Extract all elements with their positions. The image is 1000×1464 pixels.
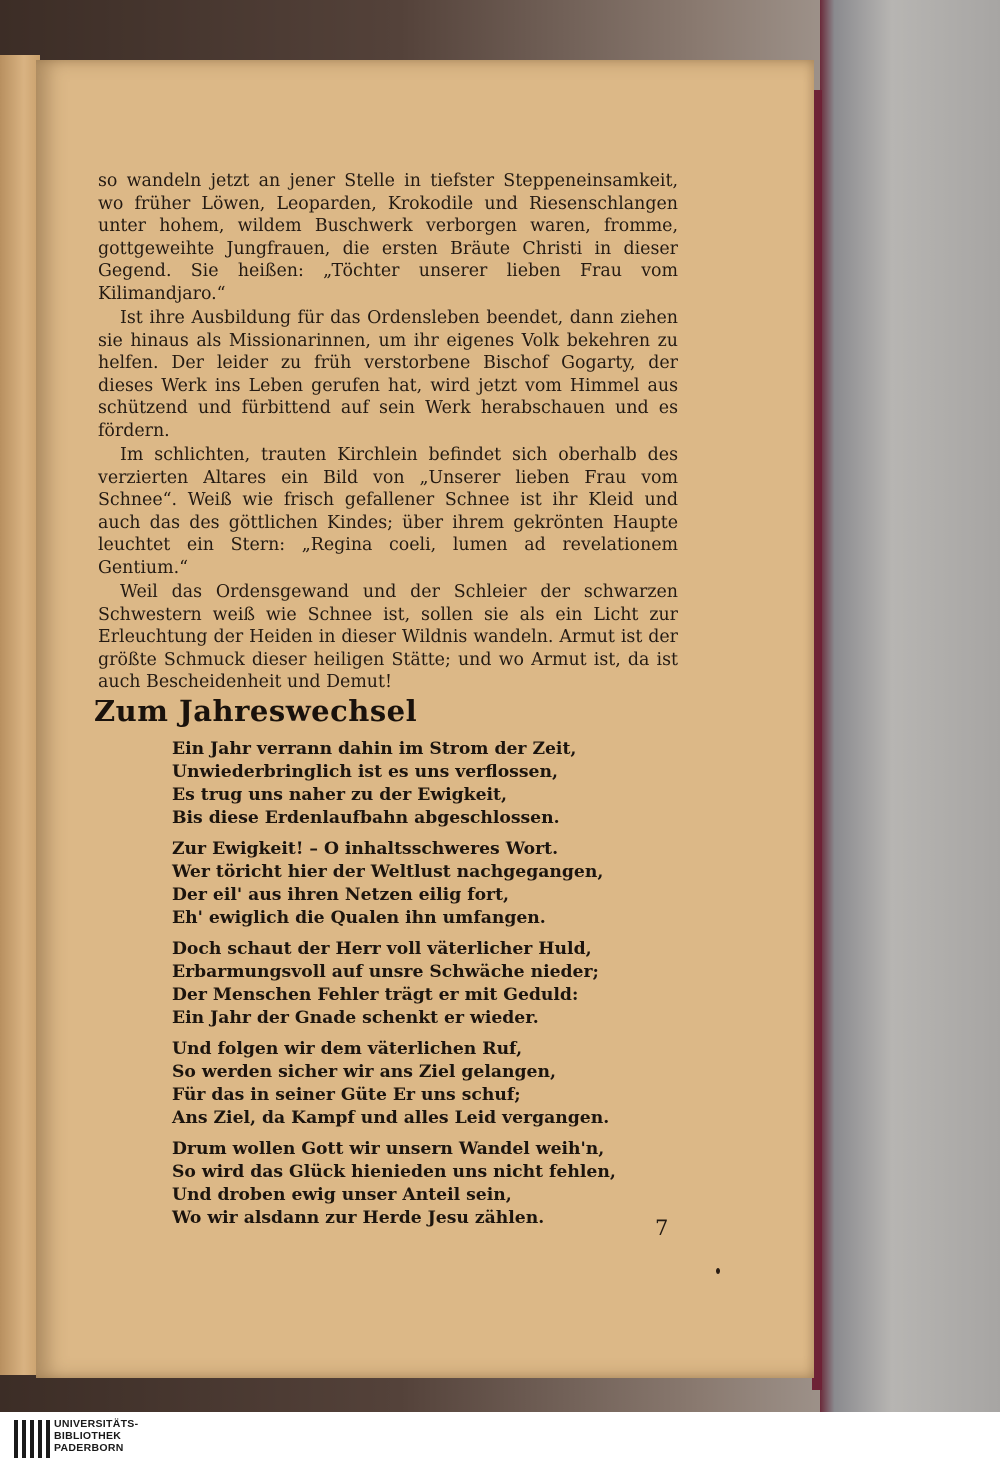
poem-stanza <box>172 1038 610 1130</box>
poem-title: Zum Jahreswechsel <box>94 694 418 728</box>
poem-line: Ein Jahr verrann dahin im Strom der Zeit, <box>172 739 577 759</box>
prose-text <box>98 170 678 696</box>
poem-line: Für das in seiner Güte Er uns schuf; <box>172 1085 521 1105</box>
poem-line: Eh' ewiglich die Qualen ihn umfangen. <box>172 908 546 928</box>
poem-line: Doch schaut der Herr voll väterlicher Huld, <box>172 939 592 959</box>
logo-line: BIBLIOTHEK <box>54 1430 122 1442</box>
poem-stanza <box>172 738 602 830</box>
paragraph: Ist ihre Ausbildung für das Ordensleben beendet, dann ziehen sie hinaus als Missionarinnen, um ihr eigenes Volk bekehren zu helfen. Der leider zu früh verstorbene Bischof Gogarty, der dieses Werk ins Leben gerufen hat, wird jetzt vom Himmel aus schützend und fürbittend auf sein Werk herabschauen und es fördern. <box>98 308 678 441</box>
left-page-edge <box>0 55 40 1375</box>
ink-speck <box>716 1268 720 1274</box>
poem-line: Ein Jahr der Gnade schenkt er wieder. <box>172 1008 539 1028</box>
poem-line: Der Menschen Fehler trägt er mit Geduld: <box>172 985 579 1005</box>
poem-line: So werden sicher wir ans Ziel gelangen, <box>172 1062 556 1082</box>
paragraph: so wandeln jetzt an jener Stelle in tiefster Steppeneinsamkeit, wo früher Löwen, Leoparden, Krokodile und Riesenschlangen unter hohem, wildem Buschwerk verborgen waren, fromme, gottgeweihte Jungfrauen, die ersten Bräute Christi in dieser Gegend. Sie heißen: „Töchter unserer lieben Frau vom Kilimandjaro.“ <box>98 171 678 304</box>
poem-stanza <box>172 938 602 1030</box>
library-logo-text <box>54 1418 138 1454</box>
logo-line: PADERBORN <box>54 1442 124 1454</box>
logo-line: UNIVERSITÄTS- <box>54 1418 139 1430</box>
poem-line: Und droben ewig unser Anteil sein, <box>172 1185 512 1205</box>
poem-line: Wo wir alsdann zur Herde Jesu zählen. <box>172 1208 545 1228</box>
poem-line: Drum wollen Gott wir unsern Wandel weih'n, <box>172 1139 605 1159</box>
book-cover-edge <box>820 0 1000 1412</box>
poem-line: Bis diese Erdenlaufbahn abgeschlossen. <box>172 808 560 828</box>
poem-line: Es trug uns naher zu der Ewigkeit, <box>172 785 507 805</box>
poem-line: Ans Ziel, da Kampf und alles Leid vergangen. <box>172 1108 610 1128</box>
poem-stanza <box>172 838 602 930</box>
poem-line: Erbarmungsvoll auf unsre Schwäche nieder; <box>172 962 599 982</box>
poem-line: Unwiederbringlich ist es uns verflossen, <box>172 762 558 782</box>
poem-line: So wird das Glück hienieden uns nicht fehlen, <box>172 1162 616 1182</box>
poem <box>172 738 616 1238</box>
page-number: 7 <box>655 1216 669 1240</box>
poem-line: Und folgen wir dem väterlichen Ruf, <box>172 1039 523 1059</box>
poem-stanza <box>172 1138 616 1230</box>
poem-line: Wer töricht hier der Weltlust nachgegangen, <box>172 862 604 882</box>
poem-line: Zur Ewigkeit! – O inhaltsschweres Wort. <box>172 839 559 859</box>
library-logo-icon <box>14 1420 50 1458</box>
paragraph: Weil das Ordensgewand und der Schleier der schwarzen Schwestern weiß wie Schnee ist, sollen sie als ein Licht zur Erleuchtung der Heiden in dieser Wildnis wandeln. Armut ist der größte Schmuck dieser heiligen Stätte; und wo Armut ist, da ist auch Bescheidenheit und Demut! <box>98 582 678 692</box>
poem-line: Der eil' aus ihren Netzen eilig fort, <box>172 885 510 905</box>
paragraph: Im schlichten, trauten Kirchlein befindet sich oberhalb des verzierten Altares ein Bild von „Unserer lieben Frau vom Schnee“. Weiß wie frisch gefallener Schnee ist ihr Kleid und auch das des göttlichen Kindes; über ihrem gekrönten Haupte leuchtet ein Stern: „Regina coeli, lumen ad revelationem Gentium.“ <box>98 445 678 578</box>
footer-bar <box>0 1412 1000 1464</box>
